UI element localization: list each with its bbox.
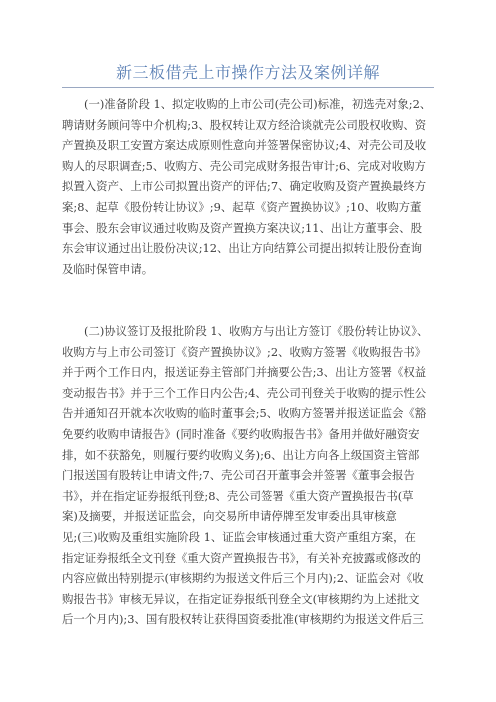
paragraph-line: 产置换及职工安置方案达成原则性意向并签署保密协议;4、对壳公司及收	[62, 138, 427, 153]
paragraph-line: 书》，并在指定证券报纸刊登;8、壳公司签署《重大资产置换报告书(草	[62, 488, 414, 503]
paragraph-line: (二)协议签订及报批阶段 1、收购方与出让方签订《股份转让协议》、	[84, 324, 429, 338]
paragraph-line: 案)及摘要，并报送证监会，向交易所申请停牌至发审委出具审核意	[62, 509, 397, 524]
paragraph-line: 购人的尽职调查;5、收购方、壳公司完成财务报告审计;6、完成对收购方	[62, 158, 426, 173]
paragraph-line: 内容应做出特别提示(审核期约为报送文件后三个月内);2、证监会对《收	[62, 571, 424, 586]
paragraph-line: 免要约收购申请报告》(同时准备《要约收购报告书》备用并做好融资安	[62, 426, 420, 441]
paragraph-preparation-stage	[62, 94, 442, 279]
paragraph-line: 购报告书》审核无异议，在指定证券报纸刊登全文(审核期约为上述批文	[62, 591, 420, 606]
paragraph-line: (一)准备阶段 1、拟定收购的上市公司(壳公司)标准，初选壳对象;2、	[84, 97, 432, 111]
paragraph-line: 指定证券报纸全文刊登《重大资产置换报告书》，有关补充披露或修改的	[62, 550, 421, 565]
paragraph-line: 聘请财务顾问等中介机构;3、股权转让双方经洽谈就壳公司股权收购、资	[62, 117, 427, 132]
paragraph-line: 变动报告书》并于三个工作日内公告;4、壳公司刊登关于收购的提示性公	[62, 385, 427, 400]
paragraph-line: 拟置入资产、上市公司拟置出资产的评估;7、确定收购及资产置换最终方	[62, 179, 427, 194]
paragraph-line: 告并通知召开就本次收购的临时董事会;5、收购方签署并报送证监会《豁	[62, 406, 427, 421]
paragraph-line: 案;8、起草《股份转让协议》;9、起草《资产置换协议》;10、收购方董	[62, 199, 422, 214]
paragraph-line: 门报送国有股转让申请文件;7、壳公司召开董事会并签署《董事会报告	[62, 468, 415, 483]
paragraph-line: 并于两个工作日内，报送证券主管部门并摘要公告;3、出让方签署《权益	[62, 365, 427, 380]
document-title: 新三板借壳上市操作方法及案例详解	[115, 63, 380, 82]
paragraph-line: 排，如不获豁免，则履行要约收购义务);6、出让方向各上级国资主管部	[62, 447, 420, 462]
paragraph-line: 事会、股东会审议通过收购及资产置换方案决议;11、出让方董事会、股	[62, 220, 423, 235]
paragraph-line: 东会审议通过出让股份决议;12、出让方向结算公司提出拟转让股份查询	[62, 241, 423, 256]
paragraph-line: 收购方与上市公司签订《资产置换协议》;2、收购方签署《收购报告书》	[62, 344, 427, 359]
paragraph-agreement-stage	[62, 321, 442, 630]
paragraph-line: 及临时保管申请。	[62, 261, 154, 276]
paragraph-line: 见;(三)收购及重组实施阶段 1、证监会审核通过重大资产重组方案，在	[62, 529, 416, 544]
paragraph-line: 后一个月内);3、国有股权转让获得国资委批准(审核期约为报送文件后三	[62, 612, 424, 627]
title-divider	[62, 87, 434, 88]
